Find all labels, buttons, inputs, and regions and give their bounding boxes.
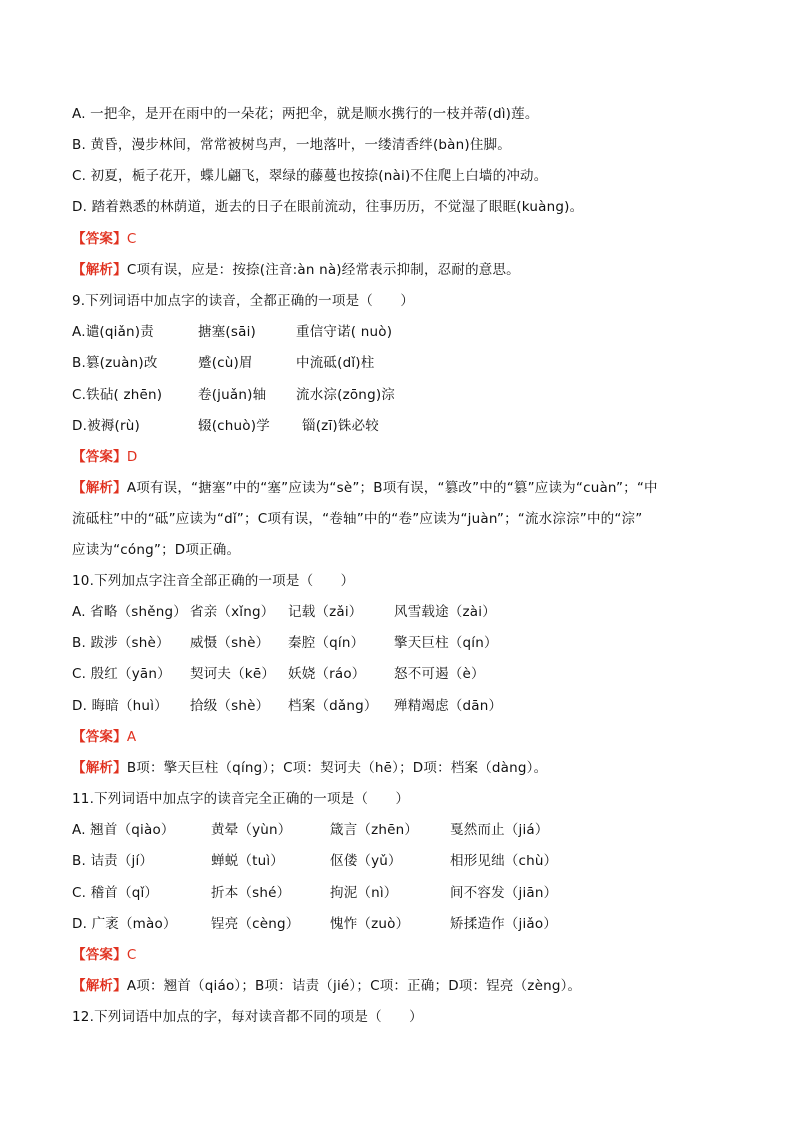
q9-c-word-1: C.铁砧( zhēn) xyxy=(72,387,163,403)
answer-tag: 【答案】 xyxy=(72,729,127,745)
q9-a-word-1: A.谴(qiǎn)责 xyxy=(72,324,154,340)
analysis-tag: 【解析】 xyxy=(72,480,127,496)
q9-row-c xyxy=(72,385,722,405)
q8-option-d: D. 踏着熟悉的林荫道，逝去的日子在眼前流动，往事历历，不觉湿了眼眶(kuàng)。 xyxy=(72,199,584,215)
q10-c-word-4: 怒不可遏（è） xyxy=(394,666,485,682)
q10-b-word-1: B. 跋涉（shè） xyxy=(72,635,170,651)
q9-d-word-1: D.被褥(rù) xyxy=(72,418,140,434)
q9-b-word-3: 中流砥(dǐ)柱 xyxy=(296,355,375,371)
q11-row-a xyxy=(72,820,722,840)
q11-d-word-1: D. 广袤（mào） xyxy=(72,916,177,932)
analysis-tag: 【解析】 xyxy=(72,978,127,994)
q10-row-c xyxy=(72,664,722,684)
q11-d-word-4: 矫揉造作（jiǎo） xyxy=(450,916,558,932)
q10-b-word-3: 秦腔（qín） xyxy=(288,635,365,651)
q11-answer xyxy=(72,945,136,965)
q11-row-c xyxy=(72,883,722,903)
q11-b-word-4: 相形见绌（chù） xyxy=(450,853,558,869)
answer-value: C xyxy=(126,947,137,963)
q9-title: 9.下列词语中加点字的读音，全都正确的一项是（ ） xyxy=(72,293,415,309)
q8-option-b: B. 黄昏，漫步林间，常常被树鸟声，一地落叶，一缕清香绊(bàn)住脚。 xyxy=(72,137,511,153)
q10-d-word-3: 档案（dǎng） xyxy=(288,698,378,714)
answer-value: A xyxy=(126,729,137,745)
q9-d-word-2: 辍(chuò)学 xyxy=(198,418,270,434)
q11-a-word-3: 箴言（zhēn） xyxy=(330,822,419,838)
analysis-tag: 【解析】 xyxy=(72,760,127,776)
q10-row-a xyxy=(72,602,722,622)
q11-d-word-2: 锃亮（cèng） xyxy=(211,916,300,932)
q10-c-word-2: 契诃夫（kē） xyxy=(190,666,276,682)
q9-analysis-line-3: 应读为“cóng”；D项正确。 xyxy=(72,542,241,558)
q9-b-word-1: B.篡(zuàn)改 xyxy=(72,355,158,371)
q11-a-word-4: 戛然而止（jiá） xyxy=(450,822,549,838)
answer-tag: 【答案】 xyxy=(72,947,127,963)
q10-a-word-3: 记载（zǎi） xyxy=(288,604,363,620)
q10-a-word-4: 风雪载途（zài） xyxy=(394,604,496,620)
q8-answer xyxy=(72,229,136,249)
q9-a-word-3: 重信守诺( nuò) xyxy=(296,324,393,340)
q9-b-word-2: 蹙(cù)眉 xyxy=(198,355,253,371)
analysis-text: C项有误，应是：按捺(注音:àn nà)经常表示抑制，忍耐的意思。 xyxy=(126,262,520,278)
q10-c-word-1: C. 殷红（yān） xyxy=(72,666,171,682)
q11-d-word-3: 愧怍（zuò） xyxy=(330,916,410,932)
q9-c-word-2: 卷(juǎn)轴 xyxy=(198,387,267,403)
q10-a-word-2: 省亲（xǐng） xyxy=(190,604,275,620)
q9-a-word-2: 搪塞(sāi) xyxy=(198,324,256,340)
q8-analysis xyxy=(72,260,520,280)
q9-answer xyxy=(72,447,137,467)
q11-a-word-1: A. 翘首（qiào） xyxy=(72,822,175,838)
analysis-text: A项：翘首（qiáo）；B项：诘责（jié）；C项：正确；D项：锃亮（zèng）。 xyxy=(126,978,582,994)
q9-d-word-3: 锱(zī)铢必较 xyxy=(302,418,379,434)
q9-row-d xyxy=(72,416,722,436)
q9-row-b xyxy=(72,353,722,373)
q10-b-word-4: 擎天巨柱（qín） xyxy=(394,635,498,651)
q9-analysis-line-2: 流砥柱”中的“砥”应读为“dǐ”；C项有误，“卷轴”中的“卷”应读为“juàn”；“流水淙淙”中的“淙” xyxy=(72,511,643,527)
q11-row-b xyxy=(72,851,722,871)
q9-analysis-line-1 xyxy=(72,478,658,498)
q11-analysis xyxy=(72,976,581,996)
q11-c-word-3: 拘泥（nì） xyxy=(330,885,398,901)
q10-row-b xyxy=(72,633,722,653)
answer-tag: 【答案】 xyxy=(72,231,127,247)
answer-value: C xyxy=(126,231,137,247)
q11-row-d xyxy=(72,914,722,934)
q10-row-d xyxy=(72,696,722,716)
q9-c-word-3: 流水淙(zōng)淙 xyxy=(296,387,396,403)
q10-d-word-4: 殚精竭虑（dān） xyxy=(394,698,503,714)
q10-answer xyxy=(72,727,136,747)
q12-title: 12.下列词语中加点的字，每对读音都不同的项是（ ） xyxy=(72,1009,423,1025)
q11-b-word-1: B. 诘责（jí） xyxy=(72,853,154,869)
q10-title: 10.下列加点字注音全部正确的一项是（ ） xyxy=(72,573,355,589)
q10-analysis xyxy=(72,758,547,778)
q10-a-word-1: A. 省略（shěng） xyxy=(72,604,188,620)
answer-tag: 【答案】 xyxy=(72,449,127,465)
q11-a-word-2: 黄晕（yùn） xyxy=(211,822,292,838)
q11-c-word-2: 折本（shé） xyxy=(211,885,291,901)
analysis-text: A项有误，“搪塞”中的“塞”应读为“sè”；B项有误，“篡改”中的“篡”应读为“cuàn”；“中 xyxy=(126,480,658,496)
analysis-tag: 【解析】 xyxy=(72,262,127,278)
q8-option-a: A. 一把伞，是开在雨中的一朵花；两把伞，就是顺水携行的一枝并蒂(dì)莲。 xyxy=(72,106,539,122)
analysis-text: B项：擎天巨柱（qíng）；C项：契诃夫（hē）；D项：档案（dàng）。 xyxy=(126,760,548,776)
q10-d-word-2: 拾级（shè） xyxy=(190,698,270,714)
q11-title: 11.下列词语中加点字的读音完全正确的一项是（ ） xyxy=(72,791,410,807)
q10-c-word-3: 妖娆（ráo） xyxy=(288,666,366,682)
answer-value: D xyxy=(126,449,138,465)
q11-c-word-4: 间不容发（jiān） xyxy=(450,885,558,901)
q8-option-c: C. 初夏，栀子花开，蝶儿翩飞，翠绿的藤蔓也按捺(nài)不住爬上白墙的冲动。 xyxy=(72,168,548,184)
q11-b-word-2: 蝉蜕（tuì） xyxy=(211,853,284,869)
q10-b-word-2: 威慑（shè） xyxy=(190,635,270,651)
q11-c-word-1: C. 稽首（qǐ） xyxy=(72,885,159,901)
q10-d-word-1: D. 晦暗（huì） xyxy=(72,698,168,714)
q9-row-a xyxy=(72,322,722,342)
q11-b-word-3: 伛偻（yǔ） xyxy=(330,853,402,869)
